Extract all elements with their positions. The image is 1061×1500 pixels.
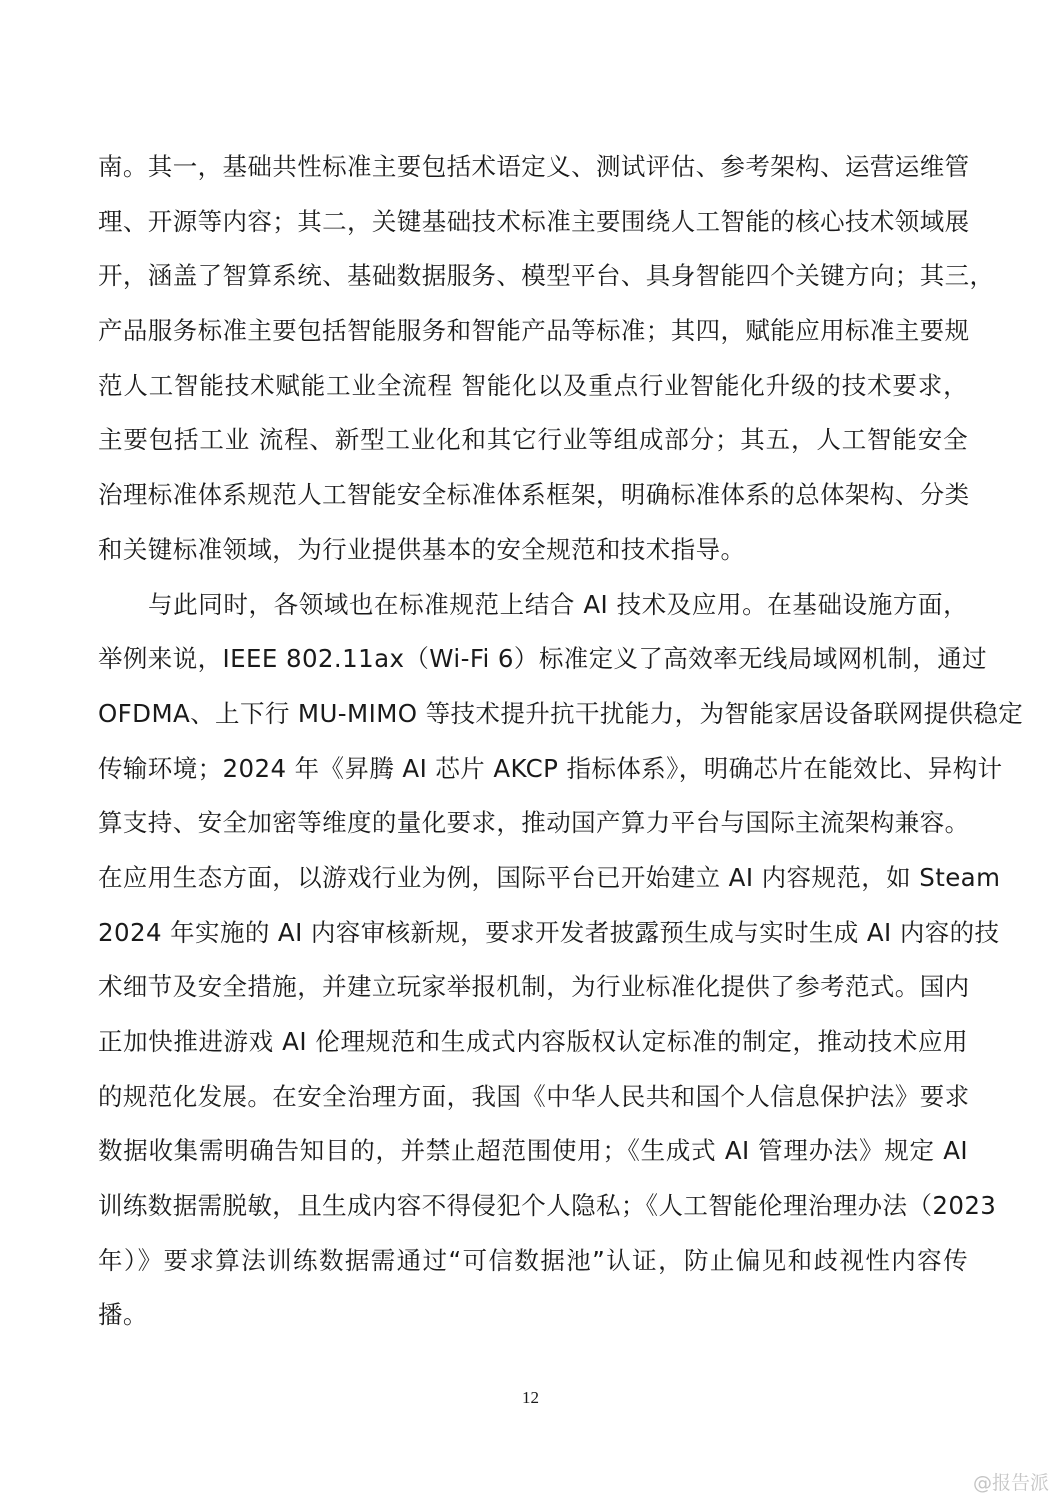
text-line: OFDMA、上下行 MU-MIMO 等技术提升抗干扰能力，为智能家居设备联网提供稳定	[98, 698, 1024, 728]
text-line: 训练数据需脱敏，且生成内容不得侵犯个人隐私；《人工智能伦理治理办法（2023	[98, 1191, 997, 1221]
watermark: @报告派	[972, 1472, 1049, 1494]
text-line: 和关键标准领域，为行业提供基本的安全规范和技术指导。	[98, 534, 746, 564]
document-body	[98, 140, 1024, 1343]
page-number: 12	[522, 1388, 539, 1407]
text-line: 举例来说，IEEE 802.11ax（Wi-Fi 6）标准定义了高效率无线局域网机制，通过	[98, 644, 988, 674]
text-line: 理、开源等内容；其二，关键基础技术标准主要围绕人工智能的核心技术领域展	[98, 206, 970, 236]
text-line: 播。	[98, 1300, 148, 1330]
text-line: 正加快推进游戏 AI 伦理规范和生成式内容版权认定标准的制定，推动技术应用	[98, 1027, 968, 1056]
text-line: 范人工智能技术赋能工业全流程 智能化以及重点行业智能化升级的技术要求，	[98, 370, 968, 400]
paragraph-first-line: 与此同时，各领域也在标准规范上结合 AI 技术及应用。在基础设施方面，	[148, 589, 968, 619]
text-line: 的规范化发展。在安全治理方面，我国《中华人民共和国个人信息保护法》要求	[98, 1081, 970, 1111]
text-line: 年）》要求算法训练数据需通过“可信数据池”认证，防止偏见和歧视性内容传	[98, 1245, 968, 1275]
text-line: 主要包括工业 流程、新型工业化和其它行业等组成部分；其五，人工智能安全	[98, 425, 968, 455]
text-line: 在应用生态方面，以游戏行业为例，国际平台已开始建立 AI 内容规范，如 Steam	[98, 862, 1001, 892]
text-line: 数据收集需明确告知目的，并禁止超范围使用；《生成式 AI 管理办法》规定 AI	[98, 1136, 968, 1166]
text-line: 术细节及安全措施，并建立玩家举报机制，为行业标准化提供了参考范式。国内	[98, 972, 970, 1002]
text-line: 治理标准体系规范人工智能安全标准体系框架，明确标准体系的总体架构、分类	[98, 480, 970, 510]
text-line: 开，涵盖了智算系统、基础数据服务、模型平台、具身智能四个关键方向；其三，	[98, 261, 995, 291]
text-line: 南。其一，基础共性标准主要包括术语定义、测试评估、参考架构、运营运维管	[98, 152, 970, 181]
text-line: 产品服务标准主要包括智能服务和智能产品等标准；其四，赋能应用标准主要规	[98, 316, 970, 346]
text-line: 算支持、安全加密等维度的量化要求，推动国产算力平台与国际主流架构兼容。	[98, 808, 970, 838]
text-line: 2024 年实施的 AI 内容审核新规，要求开发者披露预生成与实时生成 AI 内容的技	[98, 917, 1000, 947]
text-line: 传输环境；2024 年《昇腾 AI 芯片 AKCP 指标体系》，明确芯片在能效比、异构计	[98, 753, 1003, 783]
